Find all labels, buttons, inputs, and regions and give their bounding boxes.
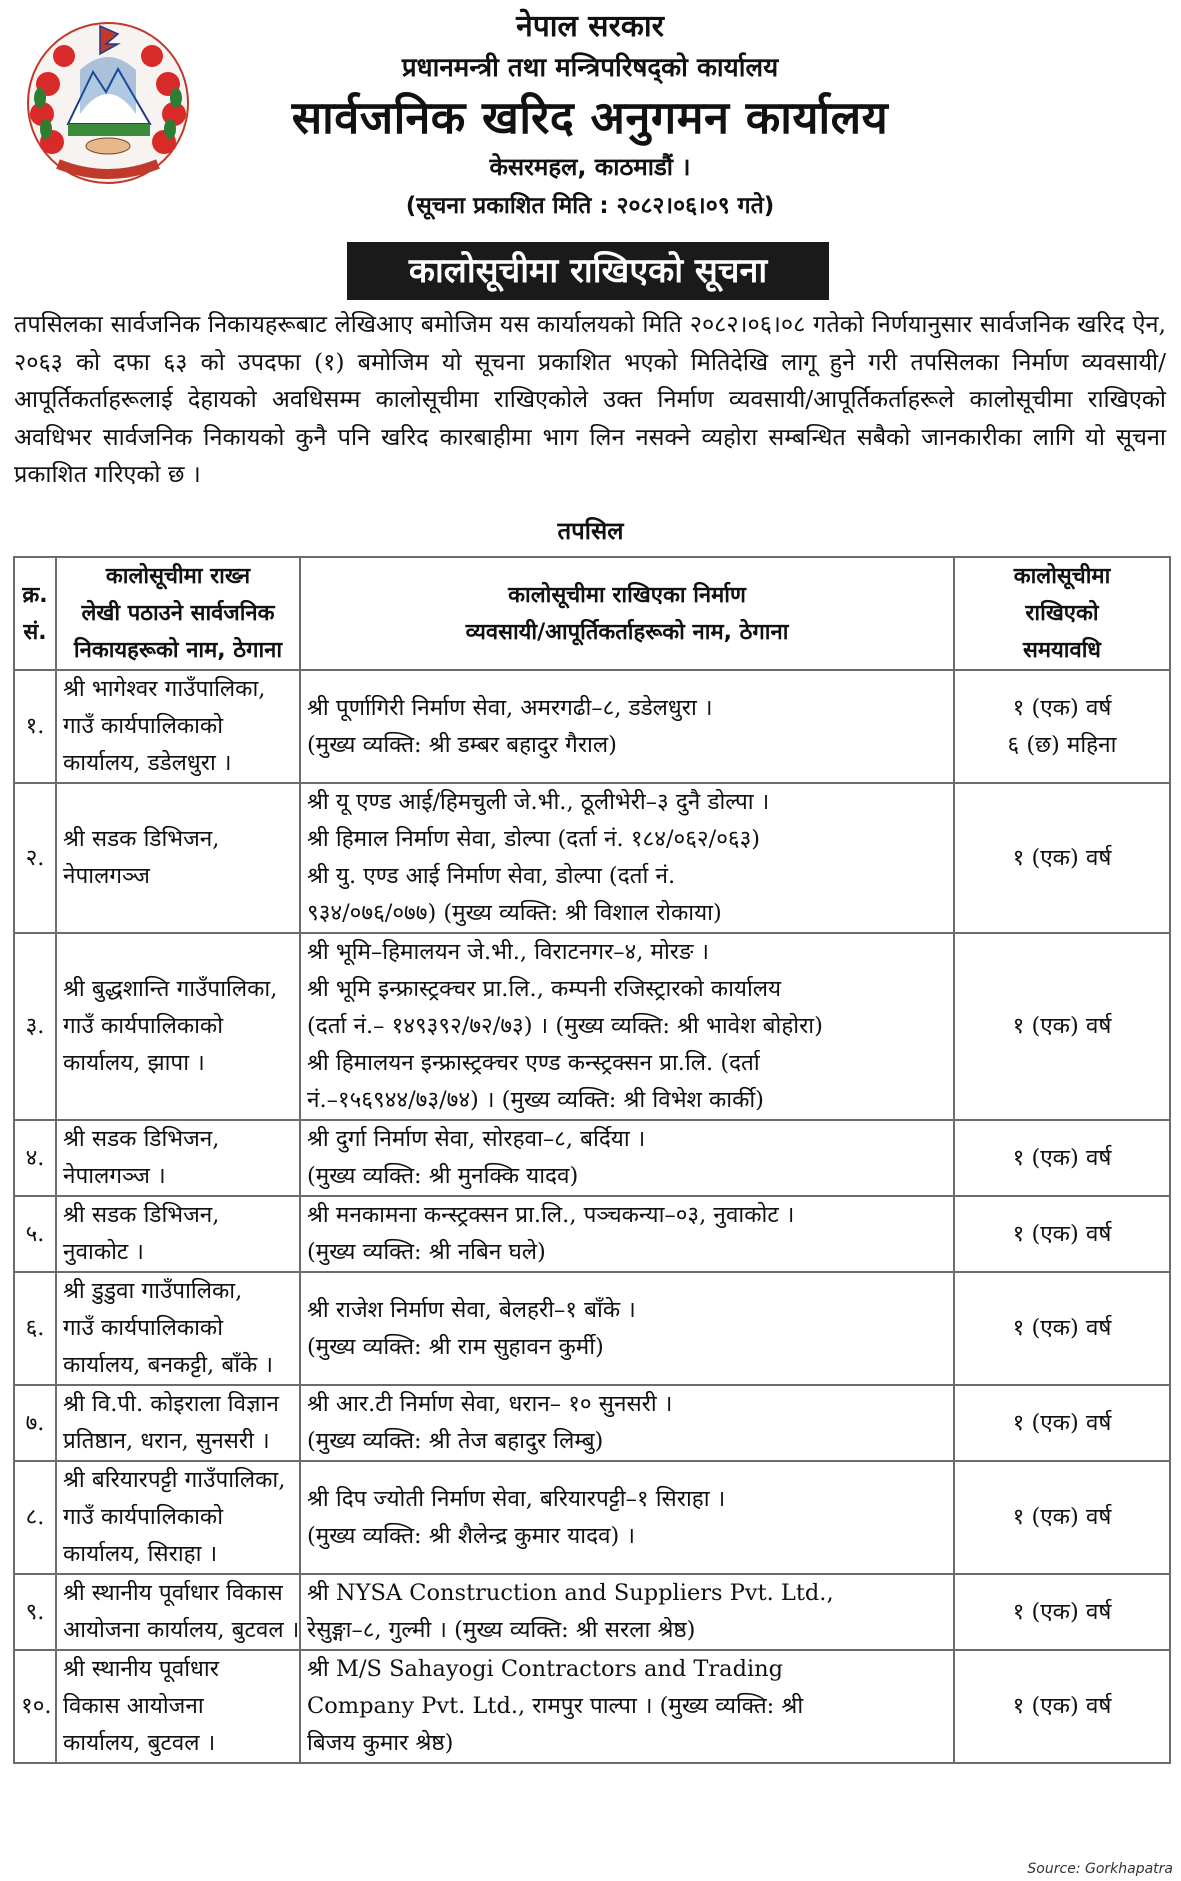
agency-line: विकास आयोजना xyxy=(63,1693,204,1719)
firm-line: (मुख्य व्यक्ति: श्री मुनक्कि यादव) xyxy=(307,1163,579,1189)
duration-line: १ (एक) वर्ष xyxy=(1012,694,1112,721)
firm-cell xyxy=(300,1272,954,1385)
duration-line: १ (एक) वर्ष xyxy=(1012,1598,1112,1625)
duration-cell xyxy=(954,1385,1170,1461)
agency-line: गाउँ कार्यपालिकाको xyxy=(63,1013,224,1039)
serial-cell: ६. xyxy=(14,1272,56,1385)
firm-cell xyxy=(300,670,954,783)
notice-body-text: तपसिलका सार्वजनिक निकायहरूबाट लेखिआए बमोजिम यस कार्यालयको मिति २०८२।०६।०८ गतेको निर्णयानुसार सार्वजनिक खरिद ऐन, २०६३ को दफा ६३ को उपदफा (१) बमोजिम यो सूचना प्रकाशित भएको मितिदेखि लागू हुने गरी तपसिलका निर्माण व्यवसायी/आपूर्तिकर्ताहरूलाई देहायको अवधिसम्म कालोसूचीमा राखिएकोले उक्त निर्माण व्यवसायी/आपूर्तिकर्ताहरूले कालोसूचीमा राखिएको अवधिभर सार्वजनिक निकायको कुनै पनि खरिद कारबाहीमा भाग लिन नसक्ने व्यहोरा सम्बन्धित सबैको जानकारीका लागि यो सूचना प्रकाशित गरिएको छ । xyxy=(14,310,1166,488)
serial-cell: ८. xyxy=(14,1461,56,1574)
table-row xyxy=(14,1272,1170,1385)
serial-cell: ७. xyxy=(14,1385,56,1461)
agency-line: गाउँ कार्यपालिकाको xyxy=(63,1315,224,1341)
firm-line: श्री राजेश निर्माण सेवा, बेलहरी–१ बाँके । xyxy=(307,1296,636,1323)
header-line: क्र. xyxy=(22,582,48,608)
agency-line: कार्यालय, बनकट्टी, बाँके । xyxy=(63,1352,273,1378)
firm-cell xyxy=(300,933,954,1120)
agency-line: नुवाकोट । xyxy=(63,1239,144,1265)
agency-line: श्री बरियारपट्टी गाउँपालिका, xyxy=(63,1467,286,1493)
agency-cell xyxy=(56,1574,300,1650)
duration-line: १ (एक) वर्ष xyxy=(1012,1144,1112,1171)
agency-line: आयोजना कार्यालय, बुटवल । xyxy=(63,1617,300,1643)
duration-cell xyxy=(954,1574,1170,1650)
header-line: कालोसूचीमा राख्न xyxy=(105,564,251,589)
header-line: लेखी पठाउने सार्वजनिक xyxy=(81,601,275,626)
schedule-heading: तपसिल xyxy=(557,517,624,545)
duration-cell xyxy=(954,1196,1170,1272)
firm-line: श्री मनकामना कन्स्ट्रक्सन प्रा.लि., पञ्चकन्या–०३, नुवाकोट । xyxy=(307,1202,795,1228)
header-agency xyxy=(56,557,300,670)
duration-cell xyxy=(954,670,1170,783)
agency-line: कार्यालय, बुटवल । xyxy=(63,1730,216,1756)
agency-line: श्री सडक डिभिजन, xyxy=(63,1126,220,1152)
agency-line: श्री डुडुवा गाउँपालिका, xyxy=(63,1278,243,1304)
firm-line: (मुख्य व्यक्ति: श्री नबिन घले) xyxy=(307,1239,546,1265)
duration-cell xyxy=(954,1461,1170,1574)
government-name: नेपाल सरकार xyxy=(516,9,664,44)
firm-line: (दर्ता नं.– १४९३९२/७२/७३) । (मुख्य व्यक्ति: श्री भावेश बोहोरा) xyxy=(307,1013,823,1039)
notice-header xyxy=(220,6,960,226)
firm-line: (मुख्य व्यक्ति: श्री शैलेन्द्र कुमार यादव) । xyxy=(307,1522,636,1549)
duration-cell xyxy=(954,783,1170,933)
header-line: कालोसूचीमा xyxy=(1013,564,1111,589)
duration-line: ६ (छ) महिना xyxy=(1007,731,1117,758)
table-row xyxy=(14,1385,1170,1461)
table-row xyxy=(14,1650,1170,1763)
firm-line: ९३४/०७६/०७७) (मुख्य व्यक्ति: श्री विशाल रोकाया) xyxy=(307,900,722,926)
header-line: राखिएको xyxy=(1025,601,1099,626)
header-duration xyxy=(954,557,1170,670)
firm-cell xyxy=(300,1461,954,1574)
table-header-row xyxy=(14,557,1170,670)
firm-line: श्री भूमि–हिमालयन जे.भी., विराटनगर–४, मोरङ । xyxy=(307,939,710,965)
firm-line: Company Pvt. Ltd., रामपुर पाल्पा । (मुख्य व्यक्ति: श्री xyxy=(307,1693,804,1719)
table-row xyxy=(14,1461,1170,1574)
firm-line: बिजय कुमार श्रेष्ठ) xyxy=(307,1730,454,1756)
serial-cell: ४. xyxy=(14,1120,56,1196)
firm-line: नं.–१५६९४४/७३/७४) । (मुख्य व्यक्ति: श्री विभेश कार्की) xyxy=(307,1087,764,1113)
blacklist-table xyxy=(13,556,1171,1764)
firm-line: श्री हिमाल निर्माण सेवा, डोल्पा (दर्ता नं. १८४/०६२/०६३) xyxy=(307,826,761,852)
header-line: निकायहरूको नाम, ठेगाना xyxy=(73,638,283,663)
agency-line: श्री भागेश्वर गाउँपालिका, xyxy=(63,676,266,702)
serial-cell: ९. xyxy=(14,1574,56,1650)
agency-cell xyxy=(56,1461,300,1574)
header-firm xyxy=(300,557,954,670)
agency-line: गाउँ कार्यपालिकाको xyxy=(63,1504,224,1530)
serial-cell: ५. xyxy=(14,1196,56,1272)
office-address: केसरमहल, काठमाडौं । xyxy=(489,153,691,181)
header-line: समयावधि xyxy=(1023,638,1101,663)
duration-cell xyxy=(954,933,1170,1120)
duration-line: १ (एक) वर्ष xyxy=(1012,1220,1112,1247)
firm-line: श्री यु. एण्ड आई निर्माण सेवा, डोल्पा (दर्ता नं. xyxy=(307,863,676,889)
header-line: कालोसूचीमा राखिएका निर्माण xyxy=(508,582,746,608)
agency-cell xyxy=(56,670,300,783)
firm-cell xyxy=(300,1574,954,1650)
firm-line: (मुख्य व्यक्ति: श्री डम्बर बहादुर गैराल) xyxy=(307,731,617,758)
firm-line: (मुख्य व्यक्ति: श्री तेज बहादुर लिम्बु) xyxy=(307,1428,604,1454)
firm-line: श्री दुर्गा निर्माण सेवा, सोरहवा–८, बर्दिया । xyxy=(307,1126,646,1152)
agency-cell xyxy=(56,1272,300,1385)
table-row xyxy=(14,1196,1170,1272)
duration-cell xyxy=(954,1272,1170,1385)
header-serial xyxy=(14,557,56,670)
duration-cell xyxy=(954,1120,1170,1196)
agency-line: श्री सडक डिभिजन, xyxy=(63,826,220,852)
firm-line: (मुख्य व्यक्ति: श्री राम सुहावन कुर्मी) xyxy=(307,1333,604,1360)
table-row xyxy=(14,783,1170,933)
source-credit: Source: Gorkhapatra xyxy=(1027,1861,1173,1877)
agency-line: गाउँ कार्यपालिकाको xyxy=(63,713,224,739)
firm-cell xyxy=(300,1196,954,1272)
firm-line: श्री यू एण्ड आई/हिमचुली जे.भी., ठूलीभेरी–३ दुनै डोल्पा । xyxy=(307,789,770,815)
nepal-emblem-icon xyxy=(18,14,198,192)
firm-line: श्री पूर्णागिरी निर्माण सेवा, अमरगढी–८, डडेलधुरा । xyxy=(307,694,713,721)
agency-line: नेपालगञ्ज । xyxy=(63,1163,166,1189)
serial-cell: १. xyxy=(14,670,56,783)
serial-cell: १०. xyxy=(14,1650,56,1763)
duration-line: १ (एक) वर्ष xyxy=(1012,844,1112,871)
duration-line: १ (एक) वर्ष xyxy=(1012,1315,1112,1341)
notice-title-banner: कालोसूचीमा राखिएको सूचना xyxy=(347,242,829,300)
firm-cell xyxy=(300,783,954,933)
firm-line: श्री आर.टी निर्माण सेवा, धरान– १० सुनसरी । xyxy=(307,1391,673,1417)
firm-line: श्री भूमि इन्फ्रास्ट्रक्चर प्रा.लि., कम्पनी रजिस्ट्रारको कार्यालय xyxy=(307,976,782,1002)
department-title: सार्वजनिक खरिद अनुगमन कार्यालय xyxy=(291,91,889,144)
duration-line: १ (एक) वर्ष xyxy=(1012,1504,1112,1530)
published-date: (सूचना प्रकाशित मिति : २०८२।०६।०९ गते) xyxy=(405,193,775,219)
agency-line: श्री स्थानीय पूर्वाधार विकास xyxy=(63,1580,283,1606)
firm-line: श्री NYSA Construction and Suppliers Pvt. Ltd., xyxy=(307,1580,834,1606)
agency-cell xyxy=(56,1650,300,1763)
duration-cell xyxy=(954,1650,1170,1763)
firm-line: श्री दिप ज्योती निर्माण सेवा, बरियारपट्टी–१ सिराहा । xyxy=(307,1485,726,1512)
firm-line: श्री M/S Sahayogi Contractors and Trading xyxy=(307,1656,784,1682)
agency-line: नेपालगञ्ज xyxy=(63,863,150,889)
serial-cell: २. xyxy=(14,783,56,933)
table-row xyxy=(14,670,1170,783)
agency-line: कार्यालय, डडेलधुरा । xyxy=(63,750,232,776)
office-name: प्रधानमन्त्री तथा मन्त्रिपरिषद्को कार्यालय xyxy=(401,53,779,83)
agency-line: कार्यालय, झापा । xyxy=(63,1050,205,1076)
firm-cell xyxy=(300,1120,954,1196)
agency-cell xyxy=(56,1385,300,1461)
agency-cell xyxy=(56,1120,300,1196)
firm-cell xyxy=(300,1650,954,1763)
header-line: सं. xyxy=(23,619,47,645)
firm-line: रेसुङ्गा–८, गुल्मी । (मुख्य व्यक्ति: श्री सरला श्रेष्ठ) xyxy=(307,1617,696,1643)
firm-line: श्री हिमालयन इन्फ्रास्ट्रक्चर एण्ड कन्स्ट्रक्सन प्रा.लि. (दर्ता xyxy=(307,1050,760,1076)
agency-cell xyxy=(56,1196,300,1272)
duration-line: १ (एक) वर्ष xyxy=(1012,1409,1112,1436)
agency-line: श्री वि.पी. कोइराला विज्ञान xyxy=(63,1391,279,1417)
duration-line: १ (एक) वर्ष xyxy=(1012,1013,1112,1039)
agency-cell xyxy=(56,933,300,1120)
agency-cell xyxy=(56,783,300,933)
table-row xyxy=(14,933,1170,1120)
table-row xyxy=(14,1574,1170,1650)
agency-line: श्री बुद्धशान्ति गाउँपालिका, xyxy=(63,976,278,1002)
serial-cell: ३. xyxy=(14,933,56,1120)
agency-line: प्रतिष्ठान, धरान, सुनसरी । xyxy=(63,1428,270,1454)
agency-line: श्री सडक डिभिजन, xyxy=(63,1202,220,1228)
agency-line: श्री स्थानीय पूर्वाधार xyxy=(63,1656,219,1682)
firm-cell xyxy=(300,1385,954,1461)
table-row xyxy=(14,1120,1170,1196)
table-body xyxy=(14,670,1170,1763)
duration-line: १ (एक) वर्ष xyxy=(1012,1693,1112,1719)
agency-line: कार्यालय, सिराहा । xyxy=(63,1541,218,1567)
header-line: व्यवसायी/आपूर्तिकर्ताहरूको नाम, ठेगाना xyxy=(465,619,789,645)
